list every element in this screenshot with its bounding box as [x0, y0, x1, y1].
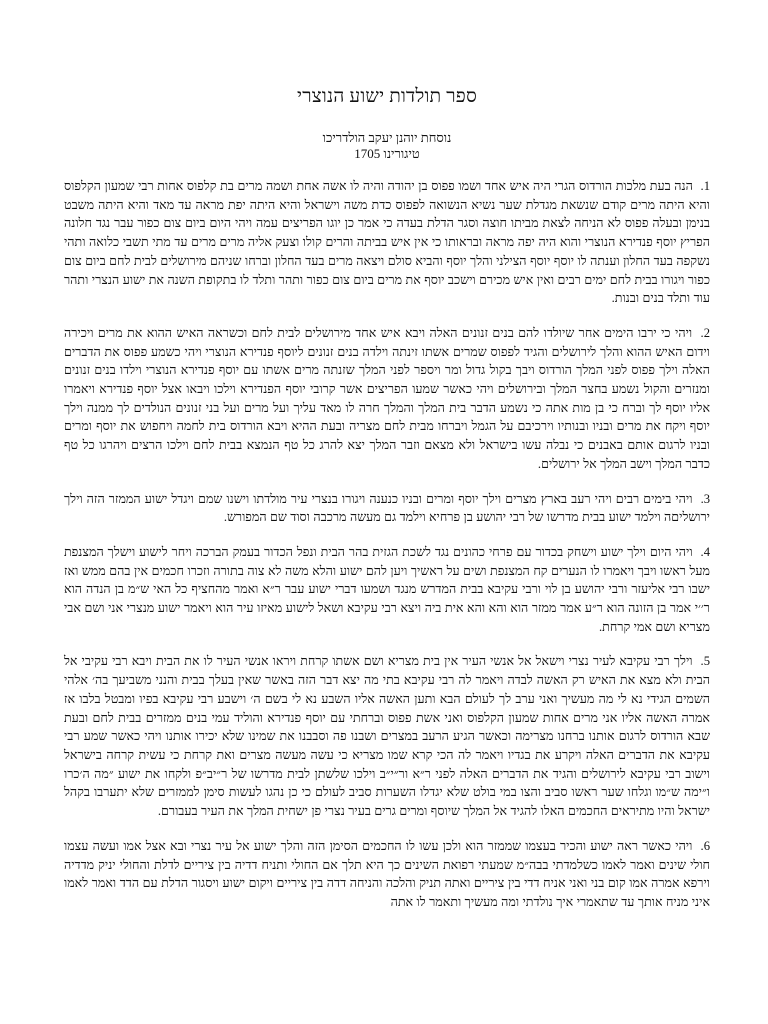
paragraph-text: ויהי בימים רבים ויהי רעב בארץ מצרים וילך יוסף ומרים ובניו כנענה ויגורו בנצרי עיר מולדתו וישנו שמם ויגדל ישוע הממזר הזה וילך ירושליםה וילמד ישוע בבית מדרשו של רבי יהושע בן פרחיא וילמד גם מעשה מרכבה וסוד שם המפורש.	[64, 491, 710, 525]
paragraph-5	[64, 652, 710, 820]
paragraph-1	[64, 177, 710, 308]
paragraph-text: הנה בעת מלכות הורדוס הגרי היה איש אחד ושמו פפוס בן יהודה והיה לו אשה אחת ושמה מרים בת קלפוס אחות רבי שמעון הקלפוס והיא היתה מרים קודם שנשאת מגדלת שער נשיא הנשואה לפפוס כדת משה וישראל והיא היתה יפת מראה עד מאד והיא היתה משבט בנימן ובעלה פפוס לא הניחה לצאת מביתו חוצה וסגר הדלת בעדה כי אמר כן יוגו הפריצים עמה ויהי היום ביום צום כפור עבר נגד חלונה הפריץ יוסף פנדירא הנוצרי והוא היה יפה מראה ובראותו כי אין איש בביתה והרים קולו וצעק אליה מרים מרים עד מתי תשבי כלואה ותהי נשקפה בעד החלון וענתה לו יוסף יוסף הצילני והלך יוסף והביא סולם ויצאה מרים בעד החלון וברחו שניהם מירושלים לבית לחם ביום צום כפור ויגורו בבית לחם ימים רבים ואין איש מכירם וישכב יוסף את מרים ביום צום כפור ותהר ותלד לו בתקופת השנה את ישוע הנצרי ותהר עוד ותלד בנים ובנות.	[64, 179, 710, 306]
paragraph-text: ויהי כי ירבו הימים אחר שיולדו להם בנים זנונים האלה ויבא איש אחד מירושלים לבית לחם וכשראה האיש ההוא את מרים ויכירה וידום האיש ההוא והלך לירושלים והגיד לפפוס שמרים אשתו זינתה וילדה בנים זנונים ליוסף פנדירא הנוצרי ויהי כשמע פפוס את הדברים האלה וילך פפוס לפני המלך הורדוס ויבך בקול גדול ומר ויספר לפני המלך שזנתה מרים אשתו עם יוסף פנדירא הנוצרי וילדו בנים זנונים ומנזרים והקול נשמע בחצר המלך ובירושלים ויהי כאשר שמעו הפריצים אשר קרובי יוסף הפנדירא וילכו ויבאו אצל יוסף פנדירא ויאמרו אליו יוסף לך וברח כי בן מות אתה כי נשמע הדבר בית המלך והמלך חרה לו מאד עליך ועל מרים ועל בני זנונים הנולדים לך ממנה וילך יוסף ויקח את מרים ובניו ובנותיו וירכיבם על הגמל ויברחו מבית לחם מצריה ובעת ההיא ויבא הורדוס בית לחמה ויחפוש את יוסף ומרים ובניו לרגום אותם באבנים כי נבלה עשו בישראל ולא מצאם וזבר המלך יצא להרג כל טף הנמצא בבית לחם וילכו הרצים ויהרגו כל טף כדבר המלך וישב המלך אל ירושלים.	[64, 325, 710, 471]
paragraph-text: ויהי כאשר ראה ישוע והכיר בעצמו שממזר הוא ולכן עשו לו החכמים הסימן הזה והלך ישוע אל עיר נצרי ובא אצל אמו ועשה עצמו חולי שינים ואמר לאמו כשלמדתי בבה״מ שמעתי רפואת השינים כך היא תלך אם החולי ותניח דדיה בין ציריים לדלת והחולי יניק מדדיה וירפא אמרה אמו קום בני ואני אניח דדי בין ציריים ואתה תניק והלכה והניחה דדה בין ציריים ויקום ישוע ויסגור הדלת עם הדד ואמר לאמו איני מניח אותך עד שתאמרי איך נולדתי ומה מעשיך ותאמר לו אתה	[64, 838, 710, 909]
place-year-line: טיגורינו 1705	[354, 146, 420, 161]
paragraph-4	[64, 543, 710, 637]
paragraph-number: 6.	[700, 838, 710, 853]
paragraph-text: וילך רבי עקיבא לעיר נצרי וישאל אל אנשי העיר אין בית מצריא ושם אשתו קרחת ויראו אנשי העיר לו את הבית ויבא רבי עקיבי אל הבית ולא מצא את האיש רק האשה לבדה ויאמר לה רבי עקיבא בתי מה יצא דבר הזה באשר שאין בעלך בבית והנני משביעך בה׳ אלהי השמים הגידי נא לי מה מעשיך ואני ערב לך לעולם הבא ותען האשה אליו השבע נא לי בשם ה׳ וישבע רבי עקיבא בפיו ומבטל בלבו אז אמרה האשה אליו אני מרים אחות שמעון הקלפוס ואני אשת פפוס וברחתי עם יוסף פנדירא והוליד עמי בנים ממזרים בבית לחם ובעת שבא הורדוס לרגום אותנו ברחנו מצרימה וכאשר הגיע הרעב במצרים ושבנו פה וסבבנו את שמינו שלא יכירו אותנו ויהי כאשר שמע רבי עקיבא את הדברים האלה ויקרע את בגדיו ויאמר לה הכי קרא שמו מצריא כי עשה מעשה מצרים ואת קרחת כי עשית קרחה בישראל וישוב רבי עקיבא לירושלים והגיד את הדברים האלה לפני ר״א ור״י״ב וילכו שלשתן לבית מדרשו של ר״יב״פ ולקחו את ישוע ״מה ה׳כרו ו״ימה ש״מו וגלחו שער ראשו סביב והצו במי בולט שלא יגדלו השערות סביב לעולם כי כן נהגו לעשות סימן לממזרים שלא יתערבו בקהל ישראל והיו מתיראים החכמים האלו להגיד אל המלך שיוסף ומרים גרים בעיר נצרי פן ישחית המלך את העיר בעבורם.	[64, 654, 710, 819]
paragraph-2	[64, 324, 710, 474]
document-title: ספר תולדות ישוע הנוצרי	[297, 86, 477, 107]
paragraph-number: 2.	[700, 325, 710, 340]
paragraph-number: 3.	[700, 491, 711, 506]
paragraph-number: 5.	[700, 654, 710, 669]
paragraph-3	[64, 490, 710, 527]
edition-line: נוסחת יוהנן יעקב הולדריכו	[322, 130, 452, 145]
paragraph-number: 1.	[700, 179, 710, 193]
paragraph-6	[64, 837, 710, 912]
paragraph-text: ויהי היום וילך ישוע וישחק בכדור עם פרחי כהונים נגד לשכת הגזית בהר הבית ונפל הכדור בעמק הברכה ויחר לישוע וישלך המצנפת מעל ראשו ויבך ויאמרו לו הנערים קח המצנפת ושים על ראשיך ויען להם ישוע והלא משה לא צוה בתורה וזכרו חכמים אין בהם ממש ואז ישבו רבי אליעזר ורבי יהושע בן לוי ורבי עקיבא בבית המדרש מנגד ושמעו דברי ישוע עבר ר״א ואמר מהחציף כל האי ש״מ בן הנדה הוא ר׳׳י אמר בן הזונה הוא ר״ע אמר ממזר הוא והא והא אית ביה ויצא רבי עקיבא ושאל לישוע מאיזו עיר הוא ויאמר ישוע מנצרי אני ושם אבי מצריא ושם אמי קרחת.	[64, 544, 710, 634]
paragraph-number: 4.	[700, 544, 710, 559]
document-subtitle-block	[64, 130, 710, 162]
